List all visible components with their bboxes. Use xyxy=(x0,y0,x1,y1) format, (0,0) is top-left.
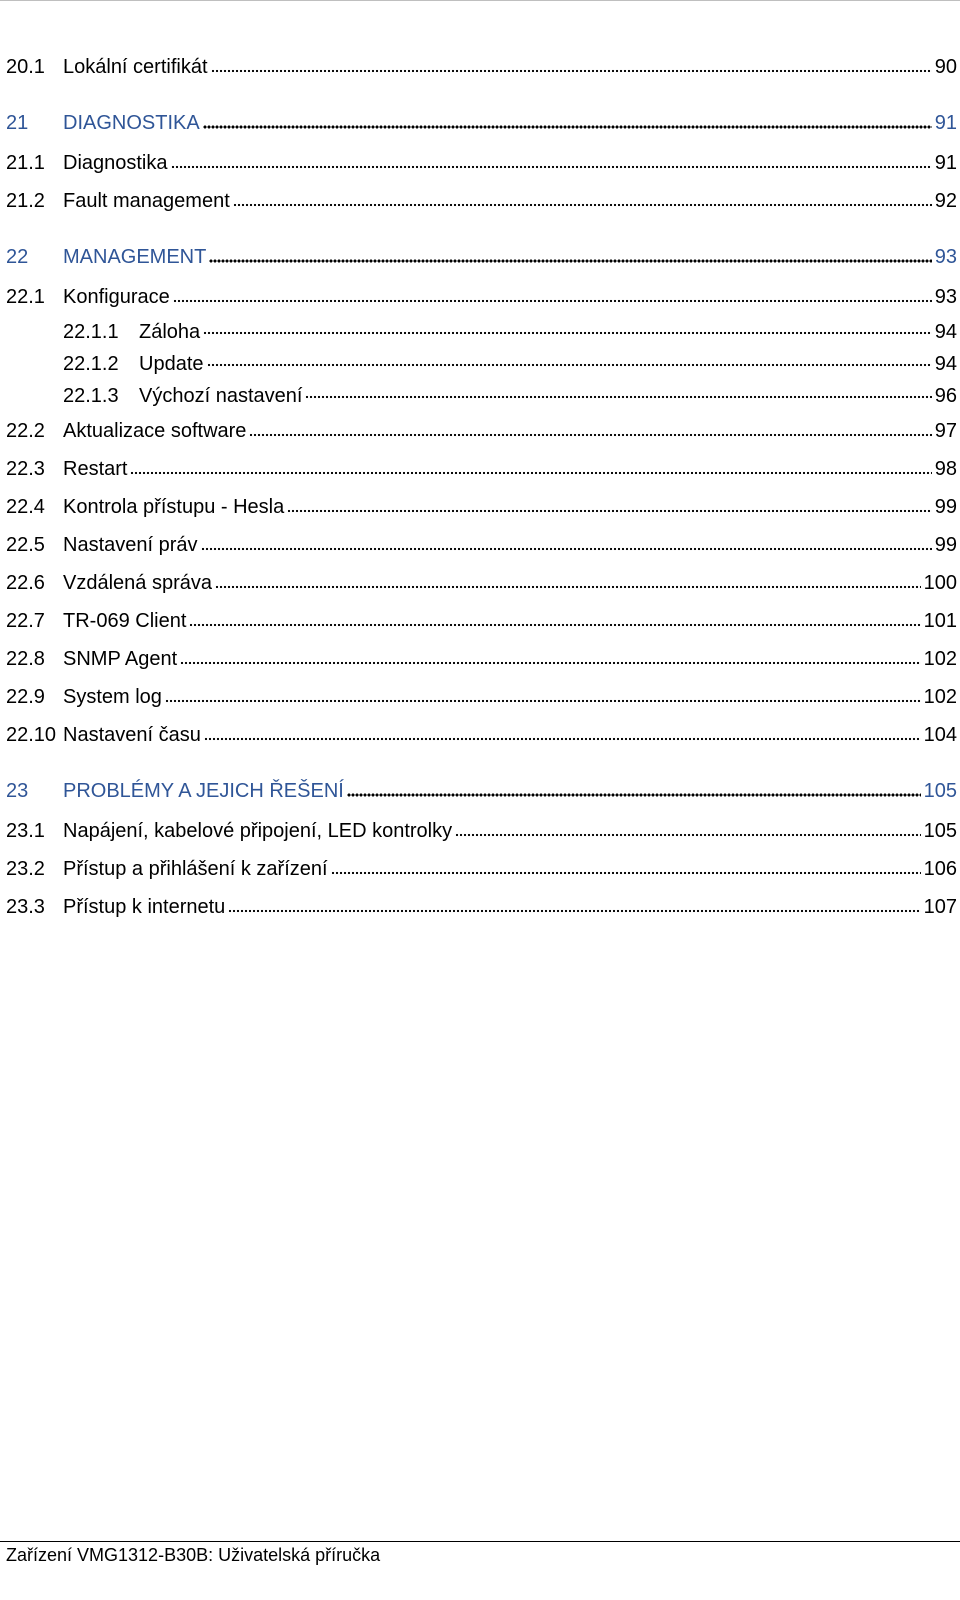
entry-page-number: 99 xyxy=(934,534,957,556)
entry-title: System log xyxy=(63,686,162,708)
entry-number: 22.4 xyxy=(6,496,45,518)
dot-leader xyxy=(228,906,920,916)
entry-number: 21.1 xyxy=(6,152,45,174)
entry-page-number: 101 xyxy=(923,610,957,632)
page-footer: Zařízení VMG1312-B30B: Uživatelská příručka xyxy=(6,1545,381,1565)
dot-leader xyxy=(209,256,931,266)
dot-leader xyxy=(165,696,921,706)
toc-subsection-entry[interactable] xyxy=(6,380,957,412)
toc-entry[interactable] xyxy=(6,182,957,220)
entry-number: 23.3 xyxy=(6,896,45,918)
chapter-page-number: 93 xyxy=(934,246,957,268)
entry-number: 22.5 xyxy=(6,534,45,556)
dot-leader xyxy=(347,790,921,800)
entry-number: 21.2 xyxy=(6,190,45,212)
chapter-number: 22 xyxy=(6,246,29,268)
entry-number: 22.9 xyxy=(6,686,45,708)
toc-chapter-entry[interactable] xyxy=(6,104,957,142)
entry-number: 22.2 xyxy=(6,420,45,442)
chapter-page-number: 91 xyxy=(934,112,957,134)
toc-entry[interactable] xyxy=(6,564,957,602)
entry-page-number: 90 xyxy=(934,56,957,78)
subsection-number: 22.1.2 xyxy=(63,353,119,375)
entry-page-number: 92 xyxy=(934,190,957,212)
dot-leader xyxy=(287,506,932,516)
toc-entry[interactable] xyxy=(6,678,957,716)
entry-number: 22.1 xyxy=(6,286,45,308)
dot-leader xyxy=(215,582,921,592)
toc-entry[interactable] xyxy=(6,716,957,754)
toc-entry[interactable] xyxy=(6,812,957,850)
chapter-page-number: 105 xyxy=(923,780,957,802)
entry-title: Přístup k internetu xyxy=(63,896,226,918)
dot-leader xyxy=(201,544,932,554)
entry-title: Lokální certifikát xyxy=(63,56,208,78)
entry-number: 22.3 xyxy=(6,458,45,480)
entry-title: Kontrola přístupu - Hesla xyxy=(63,496,285,518)
entry-page-number: 94 xyxy=(934,321,957,343)
dot-leader xyxy=(180,658,920,668)
entry-page-number: 106 xyxy=(923,858,957,880)
toc-entry[interactable] xyxy=(6,278,957,316)
chapter-title: MANAGEMENT xyxy=(63,246,207,268)
entry-page-number: 102 xyxy=(923,686,957,708)
entry-page-number: 107 xyxy=(923,896,957,918)
dot-leader xyxy=(173,296,932,306)
entry-number: 20.1 xyxy=(6,56,45,78)
subsection-title: Výchozí nastavení xyxy=(139,385,303,407)
dot-leader xyxy=(249,430,931,440)
dot-leader xyxy=(331,868,921,878)
entry-page-number: 105 xyxy=(923,820,957,842)
entry-title: Nastavení času xyxy=(63,724,201,746)
dot-leader xyxy=(305,392,931,402)
toc-entry[interactable] xyxy=(6,144,957,182)
toc-entry[interactable] xyxy=(6,526,957,564)
entry-number: 22.6 xyxy=(6,572,45,594)
entry-number: 22.7 xyxy=(6,610,45,632)
entry-page-number: 100 xyxy=(923,572,957,594)
entry-title: Nastavení práv xyxy=(63,534,198,556)
toc-chapter-entry[interactable] xyxy=(6,238,957,276)
toc-entry[interactable] xyxy=(6,48,957,86)
entry-page-number: 96 xyxy=(934,385,957,407)
toc-entry[interactable] xyxy=(6,602,957,640)
entry-title: SNMP Agent xyxy=(63,648,178,670)
dot-leader xyxy=(207,360,932,370)
top-rule xyxy=(0,0,960,1)
toc-entry[interactable] xyxy=(6,412,957,450)
subsection-number: 22.1.3 xyxy=(63,385,119,407)
chapter-number: 21 xyxy=(6,112,29,134)
chapter-title: DIAGNOSTIKA xyxy=(63,112,200,134)
dot-leader xyxy=(455,830,921,840)
toc-entry[interactable] xyxy=(6,888,957,926)
entry-number: 22.8 xyxy=(6,648,45,670)
entry-number: 23.2 xyxy=(6,858,45,880)
toc-entry[interactable] xyxy=(6,488,957,526)
entry-page-number: 98 xyxy=(934,458,957,480)
dot-leader xyxy=(171,162,932,172)
table-of-contents xyxy=(6,48,957,926)
entry-page-number: 97 xyxy=(934,420,957,442)
dot-leader xyxy=(130,468,931,478)
dot-leader xyxy=(233,200,932,210)
toc-subsection-entry[interactable] xyxy=(6,348,957,380)
entry-number: 23.1 xyxy=(6,820,45,842)
toc-entry[interactable] xyxy=(6,850,957,888)
entry-title: Fault management xyxy=(63,190,230,212)
subsection-number: 22.1.1 xyxy=(63,321,119,343)
entry-title: Aktualizace software xyxy=(63,420,247,442)
subsection-title: Záloha xyxy=(139,321,201,343)
dot-leader xyxy=(189,620,920,630)
dot-leader xyxy=(204,734,921,744)
dot-leader xyxy=(203,328,932,338)
dot-leader xyxy=(203,122,932,132)
entry-title: Diagnostika xyxy=(63,152,168,174)
toc-chapter-entry[interactable] xyxy=(6,772,957,810)
entry-page-number: 104 xyxy=(923,724,957,746)
toc-subsection-entry[interactable] xyxy=(6,316,957,348)
entry-page-number: 94 xyxy=(934,353,957,375)
dot-leader xyxy=(211,66,932,76)
chapter-title: PROBLÉMY A JEJICH ŘEŠENÍ xyxy=(63,780,344,802)
toc-entry[interactable] xyxy=(6,450,957,488)
entry-title: Konfigurace xyxy=(63,286,170,308)
entry-title: Přístup a přihlášení k zařízení xyxy=(63,858,328,880)
entry-title: Restart xyxy=(63,458,128,480)
entry-title: TR-069 Client xyxy=(63,610,187,632)
chapter-number: 23 xyxy=(6,780,29,802)
entry-page-number: 102 xyxy=(923,648,957,670)
entry-page-number: 99 xyxy=(934,496,957,518)
subsection-title: Update xyxy=(139,353,204,375)
toc-entry[interactable] xyxy=(6,640,957,678)
entry-title: Napájení, kabelové připojení, LED kontrolky xyxy=(63,820,453,842)
entry-number: 22.10 xyxy=(6,724,57,746)
entry-title: Vzdálená správa xyxy=(63,572,212,594)
entry-page-number: 91 xyxy=(934,152,957,174)
entry-page-number: 93 xyxy=(934,286,957,308)
